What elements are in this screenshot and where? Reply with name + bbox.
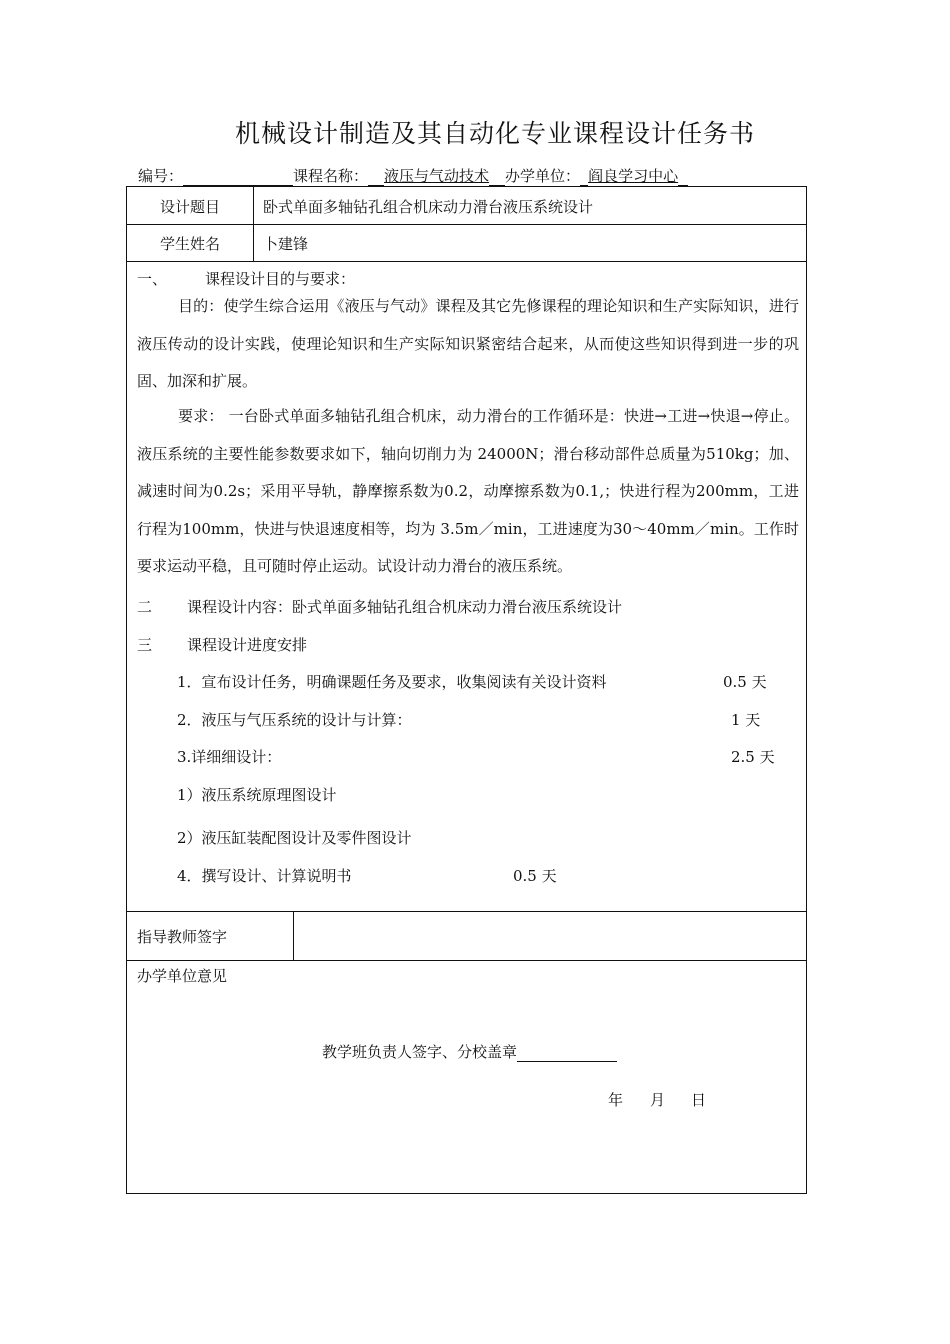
course-underline-lead <box>368 168 384 186</box>
student-name-label: 学生姓名 <box>127 225 254 262</box>
school-opinion-label: 办学单位意见 <box>137 967 228 985</box>
section3-heading: 课程设计进度安排 <box>187 636 308 654</box>
section2-number: 二 <box>137 598 153 616</box>
schedule-days: 0.5 天 <box>723 673 767 691</box>
purpose-paragraph: 目的：使学生综合运用《液压与气动》课程及其它先修课程的理论知识和生产实际知识，进行液压传动的设计实践，使理论知识和生产实际知识紧密结合起来，从而使这些知识得到进一步的巩固、加深和扩展。 <box>137 297 799 390</box>
number-label: 编号： <box>138 167 184 185</box>
schedule-item: 3.详细细设计： <box>177 748 282 766</box>
date-month: 月 <box>650 1091 666 1109</box>
advisor-signature-label: 指导教师签字 <box>127 912 294 961</box>
schedule-days: 1 天 <box>731 711 761 729</box>
course-value: 液压与气动技术 <box>384 167 490 185</box>
schedule-item: 2．液压与气压系统的设计与计算： <box>177 711 412 729</box>
schedule-subitem: 1）液压系统原理图设计 <box>177 786 337 804</box>
design-topic-row <box>126 186 807 225</box>
schedule-days: 2.5 天 <box>731 748 775 766</box>
signature-line <box>517 1044 617 1062</box>
school-opinion-cell <box>126 960 807 1194</box>
course-label: 课程名称： <box>293 167 369 185</box>
date-year: 年 <box>608 1091 624 1109</box>
school-underline-lead <box>580 168 588 186</box>
design-topic-label: 设计题目 <box>127 187 254 225</box>
school-underline-tail <box>678 168 688 186</box>
requirement-paragraph: 要求： 一台卧式单面多轴钻孔组合机床，动力滑台的工作循环是：快进→工进→快退→停止。液压系统的主要性能参数要求如下，轴向切削力为 24000N；滑台移动部件总质量为510kg；加、减速时间为0.2s；采用平导轨，静摩擦系数为0.2，动摩擦系数为0.1,；快进行程为200mm，工进行程为100mm，快进与快退速度相等，均为 3.5m／min，工进速度为30～40mm／min。工作时要求运动平稳，且可随时停止运动。试设计动力滑台的液压系统。 <box>137 407 799 575</box>
student-name-value: 卜建锋 <box>263 235 309 253</box>
section2-text: 课程设计内容：卧式单面多轴钻孔组合机床动力滑台液压系统设计 <box>187 598 623 616</box>
school-value: 阎良学习中心 <box>588 167 679 185</box>
signature-seal-prompt <box>322 1041 617 1062</box>
section3-number: 三 <box>137 636 153 654</box>
task-content-cell <box>126 261 807 912</box>
schedule-item: 1．宣布设计任务，明确课题任务及要求，收集阅读有关设计资料 <box>177 673 607 691</box>
section1-heading: 课程设计目的与要求： <box>205 270 356 288</box>
number-blank <box>183 168 293 186</box>
course-underline-tail <box>489 168 505 186</box>
school-label: 办学单位： <box>505 167 581 185</box>
document-title: 机械设计制造及其自动化专业课程设计任务书 <box>234 119 755 148</box>
design-topic-value: 卧式单面多轴钻孔组合机床动力滑台液压系统设计 <box>263 197 594 216</box>
meta-line <box>138 165 688 186</box>
date-day: 日 <box>691 1091 707 1109</box>
signature-seal-text: 教学班负责人签字、分校盖章 <box>322 1043 518 1061</box>
schedule-days: 0.5 天 <box>513 867 557 885</box>
schedule-subitem: 2）液压缸装配图设计及零件图设计 <box>177 829 412 847</box>
student-row <box>126 224 807 262</box>
advisor-signature-row <box>126 911 807 961</box>
schedule-item: 4．撰写设计、计算说明书 <box>177 867 352 885</box>
section1-number: 一、 <box>137 270 168 288</box>
